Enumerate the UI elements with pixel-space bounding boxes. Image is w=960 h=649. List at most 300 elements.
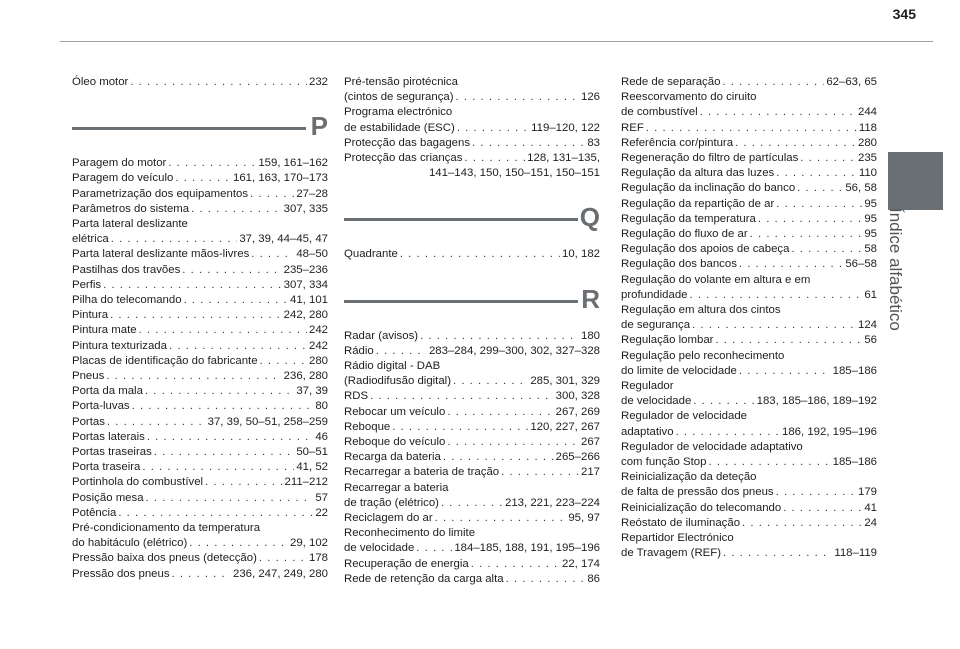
dot-leader (735, 136, 856, 151)
index-entry[interactable] (72, 217, 328, 247)
entry-pages[interactable]: 217 (580, 466, 600, 479)
entry-label: de velocidade (621, 395, 692, 408)
entry-line (72, 354, 328, 369)
entry-label: Paragem do veículo (72, 172, 174, 185)
dot-leader (506, 572, 586, 587)
index-entry[interactable] (344, 481, 600, 511)
entry-label: Radar (avisos) (344, 329, 419, 342)
entry-pages[interactable]: 41, 52 (296, 461, 328, 474)
section-divider (344, 281, 600, 317)
entry-pages[interactable]: 235 (857, 152, 877, 165)
index-entry[interactable] (621, 75, 877, 90)
entry-pages[interactable]: 180 (580, 329, 600, 342)
index-entry[interactable] (72, 384, 328, 399)
entry-pages[interactable]: 128, 131–135, (527, 152, 600, 165)
entry-line (344, 389, 600, 404)
entry-label: Pintura (72, 309, 109, 322)
entry-pages[interactable]: 95 (864, 212, 877, 225)
entry-label: Rebocar um veículo (344, 405, 446, 418)
entry-pages[interactable]: 267 (580, 436, 600, 449)
entry-pages[interactable]: 22 (315, 506, 328, 519)
entry-line (621, 212, 877, 227)
entry-line (72, 202, 328, 217)
section-rule (72, 127, 306, 130)
index-entry[interactable] (72, 399, 328, 414)
entry-line (344, 541, 600, 556)
dot-leader (132, 399, 314, 414)
dot-leader (791, 242, 862, 257)
dot-leader (154, 445, 295, 460)
entry-label: Reciclagem do ar (344, 512, 433, 525)
index-entry[interactable] (344, 450, 600, 465)
entry-pages[interactable]: 280 (857, 136, 877, 149)
dot-leader (447, 405, 553, 420)
entry-pages[interactable]: 95 (864, 197, 877, 210)
entry-pages[interactable]: 183, 185–186, 189–192 (756, 395, 877, 408)
entry-label: Porta-luvas (72, 400, 130, 413)
entry-pages[interactable]: 27–28 (296, 187, 328, 200)
entry-label-line: Pré-tensão pirotécnica (344, 76, 458, 88)
entry-pages[interactable]: 265–266 (555, 451, 600, 464)
entry-label: adaptativo (621, 425, 674, 438)
index-entry[interactable] (72, 247, 328, 262)
entry-label-line: Programa electrónico (344, 106, 453, 119)
index-entry[interactable] (344, 389, 600, 404)
entry-label: com função Stop (621, 456, 707, 469)
index-entry[interactable] (621, 151, 877, 166)
entry-label: Regeneração do filtro de partículas (621, 152, 799, 165)
dot-leader (175, 171, 231, 186)
entry-line (621, 333, 877, 348)
entry-pages[interactable]: 37, 39 (296, 385, 328, 398)
index-entry[interactable] (72, 75, 328, 90)
dot-leader (692, 318, 856, 333)
entry-label: Recuperação de energia (344, 557, 469, 570)
entry-line (621, 425, 877, 440)
entry-pages[interactable]: 29, 102 (289, 537, 328, 550)
index-entry[interactable] (344, 75, 600, 105)
entry-pages[interactable]: 46 (315, 430, 328, 443)
entry-pages[interactable]: 41, 101 (289, 294, 328, 307)
entry-line (621, 181, 877, 196)
entry-label: Rádio (344, 344, 374, 357)
index-entry[interactable] (72, 156, 328, 171)
index-entry[interactable] (344, 105, 600, 135)
index-entry[interactable] (621, 501, 877, 516)
entry-line (621, 501, 877, 516)
index-entry[interactable] (72, 278, 328, 293)
entry-pages[interactable]: 110 (858, 167, 877, 180)
entry-label: profundidade (621, 288, 688, 301)
index-entry[interactable] (344, 344, 600, 359)
entry-pages[interactable]: 307, 335 (283, 202, 328, 215)
index-entry[interactable] (621, 409, 877, 439)
entry-label: Paragem do motor (72, 157, 167, 170)
entry-label: Porta da mala (72, 385, 143, 398)
entry-label-line: Reconhecimento do limite (344, 527, 476, 540)
entry-line (621, 166, 877, 181)
entry-label: Reinicialização do telecomando (621, 501, 782, 514)
entry-pages[interactable]: 37, 39, 44–45, 47 (239, 233, 328, 246)
entry-line (72, 75, 328, 90)
entry-line (621, 136, 877, 151)
index-entry[interactable] (344, 526, 600, 556)
side-tab-label: Índice alfabético (886, 208, 905, 331)
entry-label: Pilha do telecomando (72, 294, 182, 307)
entry-line (72, 536, 328, 551)
entry-line (621, 151, 877, 166)
entry-line (72, 475, 328, 490)
index-entry[interactable] (344, 435, 600, 450)
index-entry[interactable] (621, 333, 877, 348)
entry-label: Parta lateral deslizante mãos-livres (72, 248, 250, 261)
entry-pages[interactable]: 184–185, 188, 191, 195–196 (454, 542, 600, 555)
entry-label-line: Repartidor Electrónico (621, 532, 734, 545)
dot-leader (251, 247, 294, 262)
entry-pages[interactable]: 235–236 (283, 263, 328, 276)
entry-pages[interactable]: 178 (308, 552, 328, 565)
dot-leader (739, 364, 831, 379)
entry-label-line: Regulação em altura dos cintos (621, 304, 781, 317)
index-entry[interactable] (621, 227, 877, 242)
entry-label: do habitáculo (elétrico) (72, 537, 188, 550)
entry-pages[interactable]: 161, 163, 170–173 (232, 172, 328, 185)
dot-leader (776, 166, 857, 181)
entry-pages[interactable]: 211–212 (284, 476, 328, 489)
dot-leader (184, 293, 288, 308)
entry-pages[interactable]: 50–51 (296, 446, 328, 459)
entry-line (344, 121, 600, 136)
index-entry[interactable] (621, 273, 877, 303)
entry-pages[interactable]: 37, 39, 50–51, 258–259 (207, 415, 328, 428)
index-entry[interactable] (72, 323, 328, 338)
dot-leader (142, 460, 294, 475)
entry-pages[interactable]: 83 (587, 136, 600, 149)
entry-pages[interactable]: 22, 174 (561, 557, 600, 570)
entry-pages[interactable]: 118 (858, 121, 877, 134)
entry-label: (cintos de segurança) (344, 91, 454, 104)
entry-pages-continued[interactable]: 141–143, 150, 150–151, 150–151 (428, 167, 600, 180)
dot-leader (205, 475, 282, 490)
entry-line (621, 257, 877, 272)
entry-pages[interactable]: 62–63, 65 (826, 76, 877, 88)
dot-leader (145, 384, 294, 399)
entry-line (72, 567, 328, 582)
entry-label: Recarregar a bateria de tração (344, 466, 500, 479)
entry-pages[interactable]: 242, 280 (283, 309, 328, 322)
entry-line (344, 374, 600, 389)
entry-label: Portas (72, 415, 105, 428)
entry-label: Referência cor/pintura (621, 136, 734, 149)
entry-line (344, 90, 600, 105)
dot-leader (758, 212, 862, 227)
dot-leader (646, 121, 857, 136)
section-letter: R (581, 283, 600, 314)
entry-pages[interactable]: 236, 247, 249, 280 (232, 567, 328, 580)
entry-label: Parâmetros do sistema (72, 202, 190, 215)
dot-leader (742, 516, 862, 531)
index-entry[interactable] (621, 470, 877, 500)
dot-leader (783, 501, 862, 516)
entry-pages[interactable]: 186, 192, 195–196 (781, 425, 877, 438)
entry-label: Portas laterais (72, 430, 145, 443)
index-entry[interactable] (621, 212, 877, 227)
entry-line (72, 232, 328, 247)
entry-pages[interactable]: 159, 161–162 (258, 157, 328, 170)
entry-label: Placas de identificação do fabricante (72, 354, 258, 367)
dot-leader (471, 557, 560, 572)
entry-label-line: Pré-condicionamento da temperatura (72, 522, 261, 535)
dot-leader (172, 567, 231, 582)
dot-leader (370, 389, 554, 404)
index-entry[interactable] (621, 349, 877, 379)
dot-leader (776, 485, 856, 500)
entry-line (344, 136, 600, 151)
index-entry[interactable] (72, 202, 328, 217)
entry-line (344, 151, 600, 166)
entry-pages[interactable]: 242 (308, 339, 328, 352)
index-entry[interactable] (621, 90, 877, 120)
index-entry[interactable] (344, 359, 600, 389)
entry-pages[interactable]: 56 (864, 334, 877, 347)
dot-leader (447, 435, 579, 450)
entry-pages[interactable]: 56, 58 (845, 182, 877, 195)
index-entry[interactable] (344, 511, 600, 526)
entry-line (72, 384, 328, 399)
dot-leader (146, 491, 314, 506)
dot-leader (416, 541, 452, 556)
index-entry[interactable] (621, 136, 877, 151)
dot-leader (443, 450, 554, 465)
entry-pages[interactable]: 56–58 (845, 258, 877, 271)
index-entry[interactable] (72, 369, 328, 384)
index-entry[interactable] (72, 187, 328, 202)
entry-label-line: Regulador (621, 380, 674, 393)
entry-label: de tração (elétrico) (344, 496, 439, 509)
entry-pages[interactable]: 58 (864, 243, 877, 256)
entry-line (72, 247, 328, 262)
entry-pages[interactable]: 300, 328 (555, 390, 600, 403)
entry-pages[interactable]: 119–120, 122 (531, 121, 600, 134)
index-entry[interactable] (72, 171, 328, 186)
entry-label-line: Rádio digital - DAB (344, 360, 441, 373)
entry-pages[interactable]: 120, 227, 267 (530, 420, 600, 433)
entry-line (72, 278, 328, 293)
entry-label: Regulação da repartição de ar (621, 197, 775, 210)
entry-line (344, 405, 600, 420)
entry-pages[interactable]: 124 (857, 319, 877, 332)
dot-leader (501, 465, 579, 480)
entry-line (344, 465, 600, 480)
entry-pages[interactable]: 213, 221, 223–224 (504, 496, 600, 509)
entry-label-line: Reescorvamento do ciruito (621, 91, 757, 104)
dot-leader (111, 232, 238, 247)
entry-pages[interactable]: 95 (864, 228, 877, 241)
dot-leader (147, 430, 314, 445)
entry-pages[interactable]: 185–186 (832, 456, 877, 469)
entry-line (72, 430, 328, 445)
index-entry[interactable] (621, 440, 877, 470)
index-entry[interactable] (621, 531, 877, 561)
entry-pages[interactable]: 283–284, 299–300, 302, 327–328 (428, 344, 600, 357)
entry-label: Protecção das bagagens (344, 136, 471, 149)
entry-label: Rede de retenção da carga alta (344, 572, 504, 585)
index-entry[interactable] (72, 308, 328, 323)
dot-leader (392, 420, 528, 435)
entry-label-line: Regulação pelo reconhecimento (621, 349, 785, 362)
index-entry[interactable] (72, 430, 328, 445)
entry-pages[interactable]: 57 (315, 491, 328, 504)
entry-pages[interactable]: 24 (864, 516, 877, 529)
entry-line (621, 516, 877, 531)
section-divider (344, 199, 600, 235)
index-entry[interactable] (344, 465, 600, 480)
entry-line (344, 557, 600, 572)
entry-pages[interactable]: 307, 334 (283, 278, 328, 291)
entry-label-line: Regulador de velocidade (621, 410, 748, 423)
section-letter: P (310, 111, 328, 142)
entry-label-line: Reinicialização da deteção (621, 471, 757, 484)
index-entry[interactable] (344, 329, 600, 344)
entry-line (72, 323, 328, 338)
entry-pages[interactable]: 126 (580, 91, 600, 104)
section-divider (72, 108, 328, 144)
dot-leader (106, 369, 281, 384)
entry-pages[interactable]: 61 (864, 288, 877, 301)
index-entry[interactable] (72, 491, 328, 506)
dot-leader (168, 156, 256, 171)
entry-pages[interactable]: 118–119 (834, 547, 877, 560)
dot-leader (118, 506, 313, 521)
index-entry[interactable] (344, 557, 600, 572)
section-rule (344, 300, 578, 303)
entry-line (72, 369, 328, 384)
dot-leader (723, 546, 832, 561)
dot-leader (182, 263, 281, 278)
dot-leader (776, 197, 862, 212)
entry-pages[interactable]: 236, 280 (283, 370, 328, 383)
entry-pages[interactable]: 285, 301, 329 (530, 375, 600, 388)
index-entry[interactable] (621, 166, 877, 181)
entry-pages[interactable]: 48–50 (296, 248, 328, 261)
entry-pages[interactable]: 179 (857, 486, 877, 499)
entry-pages[interactable]: 95, 97 (568, 512, 600, 525)
index-entry[interactable] (72, 339, 328, 354)
index-entry[interactable] (344, 420, 600, 435)
index-entry[interactable] (72, 263, 328, 278)
entry-label: de estabilidade (ESC) (344, 121, 455, 134)
index-entry[interactable] (621, 197, 877, 212)
dot-leader (739, 257, 843, 272)
index-entry[interactable] (621, 303, 877, 333)
index-entry[interactable] (72, 506, 328, 521)
entry-pages[interactable]: 232 (308, 76, 328, 88)
dot-leader (107, 415, 206, 430)
entry-label: Regulação dos bancos (621, 258, 737, 271)
entry-pages[interactable]: 280 (308, 354, 328, 367)
entry-line (72, 187, 328, 202)
index-entry[interactable] (72, 460, 328, 475)
index-entry[interactable] (621, 242, 877, 257)
index-entry[interactable] (621, 516, 877, 531)
entry-line (621, 105, 877, 120)
side-tab-label-wrap (886, 208, 934, 331)
dot-leader (435, 511, 567, 526)
index-entry[interactable] (72, 445, 328, 460)
index-entry[interactable] (72, 551, 328, 566)
header-rule (60, 41, 933, 42)
dot-leader (722, 75, 824, 90)
dot-leader (690, 288, 863, 303)
entry-line (344, 344, 600, 359)
index-entry[interactable] (344, 136, 600, 151)
index-entry[interactable] (344, 405, 600, 420)
entry-pages[interactable]: 244 (857, 106, 877, 119)
index-column-2 (344, 75, 600, 587)
entry-line (621, 318, 877, 333)
entry-pages[interactable]: 267, 269 (555, 405, 600, 418)
entry-label: (Radiodifusão digital) (344, 375, 452, 388)
index-entry[interactable] (72, 475, 328, 490)
entry-label: Regulação da altura das luzes (621, 167, 775, 180)
index-entry[interactable] (344, 247, 600, 262)
entry-line (72, 308, 328, 323)
entry-pages[interactable]: 242 (308, 324, 328, 337)
index-entry[interactable] (621, 379, 877, 409)
index-entry[interactable] (344, 572, 600, 587)
entry-label: de segurança (621, 319, 691, 332)
page-number: 345 (892, 6, 916, 22)
index-entry[interactable] (621, 257, 877, 272)
index-entry[interactable] (72, 415, 328, 430)
index-entry[interactable] (72, 521, 328, 551)
entry-label: Portinhola do combustível (72, 476, 204, 489)
entry-line (72, 491, 328, 506)
index-entry[interactable] (344, 151, 600, 181)
entry-label: Parametrização dos equipamentos (72, 187, 249, 200)
entry-pages[interactable]: 86 (587, 572, 600, 585)
entry-label: elétrica (72, 233, 109, 246)
entry-label: Regulação da inclinação do banco (621, 182, 796, 195)
index-entry[interactable] (72, 293, 328, 308)
entry-line (72, 293, 328, 308)
entry-label: Reboque (344, 420, 391, 433)
index-entry[interactable] (621, 181, 877, 196)
entry-pages[interactable]: 185–186 (832, 364, 877, 377)
index-entry[interactable] (72, 567, 328, 582)
entry-label: Porta traseira (72, 461, 141, 474)
entry-label-line: Recarregar a bateria (344, 481, 449, 494)
entry-pages[interactable]: 10, 182 (561, 248, 600, 261)
entry-line (621, 546, 877, 561)
dot-leader (797, 181, 843, 196)
entry-label: Posição mesa (72, 491, 144, 504)
dot-leader (260, 354, 307, 369)
index-entry[interactable] (621, 121, 877, 136)
index-entry[interactable] (72, 354, 328, 369)
dot-leader (400, 247, 560, 262)
entry-line (72, 263, 328, 278)
index-column-1 (72, 75, 328, 582)
entry-line (72, 460, 328, 475)
entry-pages[interactable]: 41 (864, 501, 877, 514)
entry-label: Pastilhas dos travões (72, 263, 181, 276)
entry-label: Óleo motor (72, 76, 129, 88)
entry-pages[interactable]: 80 (315, 400, 328, 413)
entry-line (621, 227, 877, 242)
entry-label: Portas traseiras (72, 446, 152, 459)
entry-line (72, 551, 328, 566)
